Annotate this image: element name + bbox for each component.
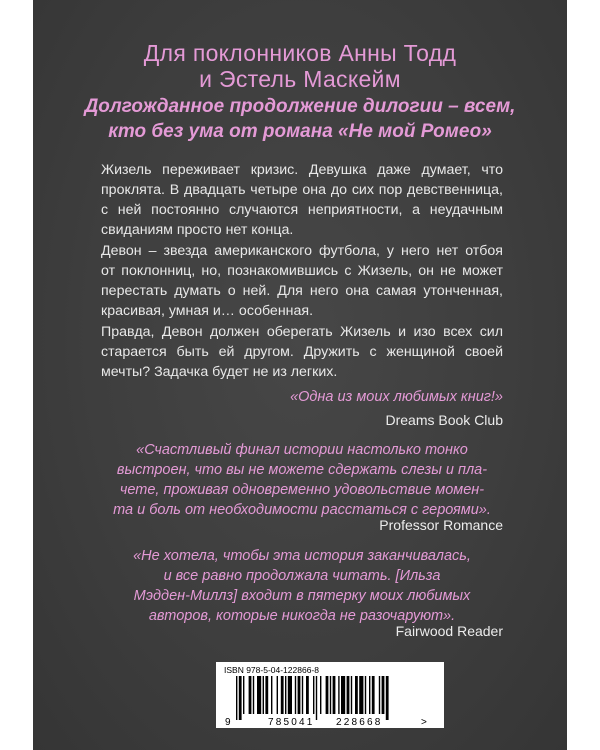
blurb-line: Девон – звезда американского футбола, у него нет отбоя xyxy=(101,243,503,259)
barcode-bar xyxy=(320,676,321,714)
barcode-bar xyxy=(243,676,244,714)
blurb-line: мечты? Задачка будет не из легких. xyxy=(101,364,338,380)
blurb-line: свиданиям просто нет конца. xyxy=(101,222,294,238)
barcode-bar xyxy=(382,676,385,714)
barcode-label xyxy=(216,662,444,728)
review-line: та и боль от необходимости расстаться с героями». xyxy=(113,502,491,518)
review-3-quote xyxy=(101,546,503,626)
barcode-bar xyxy=(236,676,237,720)
review-line: «Счастливый финал истории настолько тонко xyxy=(136,442,468,458)
blurb-line: красивая, умная и… особенная. xyxy=(101,303,314,319)
barcode-bar xyxy=(316,676,317,720)
review-line: выстроен, что вы не можете сдержать слезы и пла- xyxy=(116,462,488,478)
barcode-bar xyxy=(338,676,339,714)
barcode-bar xyxy=(253,676,254,714)
header-line-1: Для поклонников Анны Тодд xyxy=(143,40,457,66)
blurb-line: с ней постоянно случаются неприятности, а неудачным xyxy=(101,202,503,218)
blurb-line: проклята. В двадцать четыре она до сих пор девственница, xyxy=(101,182,503,198)
barcode-bar xyxy=(386,676,389,720)
blurb-line: Жизель переживает кризис. Девушка даже думает, что xyxy=(101,162,503,178)
barcode-bar xyxy=(257,676,261,714)
barcode-icon xyxy=(216,662,444,728)
barcode-bar xyxy=(359,676,363,714)
barcode-bar xyxy=(313,676,314,714)
subheader-line-1: Долгожданное продолжение дилогии – всем, xyxy=(84,96,516,117)
barcode-bar xyxy=(277,676,278,714)
barcode-bar xyxy=(285,676,286,714)
barcode-arrow: > xyxy=(421,717,427,728)
barcode-bar xyxy=(372,676,375,714)
barcode-bar xyxy=(295,676,296,714)
barcode-bar xyxy=(281,676,284,714)
barcode-bar xyxy=(333,676,336,714)
barcode-bar xyxy=(263,676,264,714)
barcode-bar xyxy=(355,676,358,714)
barcode-bar xyxy=(265,676,268,714)
barcode-bar xyxy=(302,676,303,714)
review-1-source: Dreams Book Club xyxy=(385,412,503,428)
barcode-first-digit: 9 xyxy=(225,717,231,728)
subheader-line-2: кто без ума от романа «Не мой Ромео» xyxy=(108,121,492,142)
blurb-paragraph-3 xyxy=(101,322,503,382)
barcode-bar xyxy=(239,676,242,720)
barcode-bar xyxy=(369,676,370,714)
review-line: «Не хотела, чтобы эта история заканчивалась, xyxy=(133,548,471,564)
barcode-bar xyxy=(347,676,350,714)
blurb-line: от поклонниц, но, познакомившись с Жизель, он не может xyxy=(101,263,503,279)
blurb-paragraph-1 xyxy=(101,160,503,240)
barcode-bar xyxy=(351,676,352,714)
barcode-bar xyxy=(341,676,345,714)
barcode-bar xyxy=(298,676,301,714)
review-line: авторов, которые никогда не разочаруют». xyxy=(148,608,456,624)
barcode-bar xyxy=(326,676,329,714)
review-line: Мэдден-Миллз] входит в пятерку моих любимых xyxy=(133,588,471,604)
barcode-bar xyxy=(271,676,272,714)
header-line-2: и Эстель Маскейм xyxy=(199,66,401,92)
barcode-bar xyxy=(365,676,366,714)
barcode-right-digits: 228668 xyxy=(336,717,383,728)
review-line: «Одна из моих любимых книг!» xyxy=(290,389,503,405)
review-2-source: Professor Romance xyxy=(379,517,503,533)
blurb-line: Правда, Девон должен оберегать Жизель и изо всех сил xyxy=(101,324,503,340)
isbn-text: ISBN 978-5-04-122866-8 xyxy=(224,665,319,675)
barcode-bar xyxy=(306,676,309,714)
review-1-quote xyxy=(101,387,503,407)
review-line: чете, проживая одновременно удовольствие момен- xyxy=(119,482,485,498)
review-3-source: Fairwood Reader xyxy=(395,623,503,639)
blurb-line: старается быть ей другом. Дружить с женщиной своей xyxy=(101,344,503,360)
barcode-bar xyxy=(288,676,292,714)
blurb-paragraph-2 xyxy=(101,241,503,321)
barcode-bar xyxy=(379,676,380,714)
book-back-cover xyxy=(33,0,567,750)
barcode-bar xyxy=(330,676,331,714)
review-2-quote xyxy=(101,440,503,520)
barcode-bar xyxy=(249,676,252,714)
review-line: и все равно продолжала читать. [Ильза xyxy=(163,568,441,584)
barcode-left-digits: 785041 xyxy=(268,717,315,728)
blurb-line: перестать думать о ней. Для него она самая утонченная, xyxy=(101,283,503,299)
